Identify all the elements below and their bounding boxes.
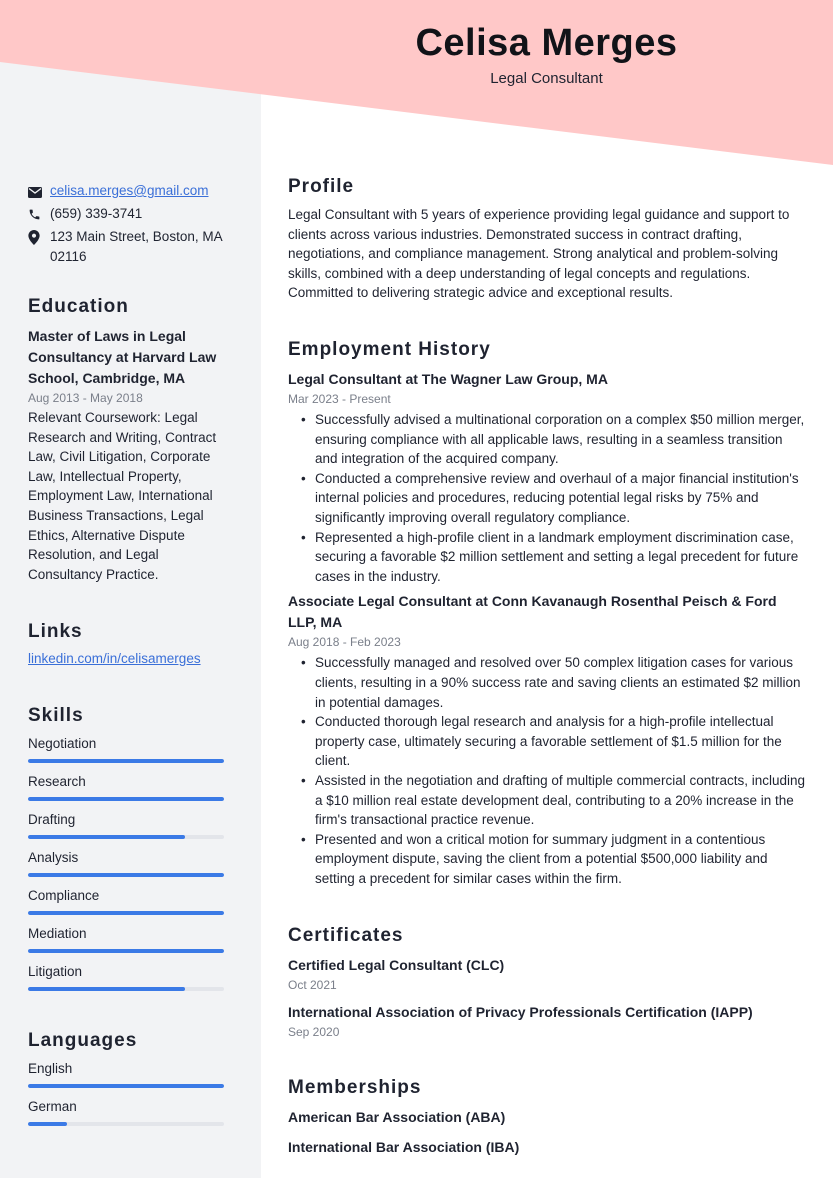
membership-item: American Bar Association (ABA) bbox=[288, 1109, 506, 1125]
contact-email-row bbox=[28, 181, 238, 204]
skills-item bbox=[28, 809, 228, 847]
job-bullet: • Assisted in the negotiation and drafting of multiple commercial contracts, including a $10 million real estate development deal, contributing to a 20% increase in the firm's transactional practice revenue. bbox=[288, 771, 808, 830]
certificate-entry bbox=[288, 1002, 808, 1040]
languages-heading: Languages bbox=[28, 1030, 138, 1051]
certificates-list bbox=[288, 955, 808, 1040]
skills-label: Research bbox=[28, 774, 86, 789]
skills-label: Negotiation bbox=[28, 736, 97, 751]
job-date: Aug 2018 - Feb 2023 bbox=[288, 635, 401, 650]
job-bullet: • Conducted a comprehensive review and overhaul of a major financial institution's internal policies and procedures, reducing potential legal risks by 75% and significantly improving overall regulatory compliance. bbox=[288, 469, 808, 528]
skills-level-track bbox=[28, 835, 224, 839]
education-heading: Education bbox=[28, 296, 129, 317]
certificate-date: Oct 2021 bbox=[288, 978, 337, 992]
skills-level-track bbox=[28, 949, 224, 953]
skills-label: Analysis bbox=[28, 850, 79, 865]
education-date: Aug 2013 - May 2018 bbox=[28, 391, 143, 405]
job-bullet: • Successfully managed and resolved over 50 complex litigation cases for various clients, resulting in a 90% success rate and saving clients an estimated $2 million in potential damages. bbox=[288, 653, 808, 712]
employment-heading: Employment History bbox=[288, 339, 491, 360]
education-description: Relevant Coursework: Legal Research and Writing, Contract Law, Civil Litigation, Corporate Law, Intellectual Property, Employment Law, International Business Transactions, Legal Ethics, Alternative Dispute Resolution, and Legal Consultancy Practice. bbox=[28, 410, 217, 582]
languages-level-fill bbox=[28, 1122, 67, 1126]
certificate-name: International Association of Privacy Professionals Certification (IAPP) bbox=[288, 1004, 753, 1020]
skills-level-fill bbox=[28, 759, 224, 763]
certificates-section bbox=[288, 925, 808, 1040]
education-degree: Master of Laws in Legal Consultancy at Harvard Law School, Cambridge, MA bbox=[28, 328, 217, 386]
job-bullets bbox=[288, 653, 808, 888]
skills-level-fill bbox=[28, 835, 185, 839]
contact-address-row bbox=[28, 227, 238, 267]
skills-item bbox=[28, 885, 228, 923]
certificate-name: Certified Legal Consultant (CLC) bbox=[288, 957, 505, 973]
languages-list bbox=[28, 1058, 228, 1134]
certificates-heading: Certificates bbox=[288, 925, 404, 946]
skills-level-fill bbox=[28, 987, 185, 991]
profile-section bbox=[288, 176, 808, 303]
skills-item bbox=[28, 847, 228, 885]
job-bullet: • Represented a high-profile client in a landmark employment discrimination case, securing a favorable $2 million settlement and setting a legal precedent for future cases in the industry. bbox=[288, 528, 808, 587]
skills-level-fill bbox=[28, 873, 224, 877]
languages-label: English bbox=[28, 1061, 73, 1076]
job-title: Legal Consultant at The Wagner Law Group, MA bbox=[288, 371, 608, 387]
links-heading: Links bbox=[28, 621, 83, 642]
job-bullets bbox=[288, 410, 808, 586]
skills-item bbox=[28, 733, 228, 771]
education-section bbox=[28, 296, 228, 584]
skills-level-fill bbox=[28, 911, 224, 915]
employment-section bbox=[288, 339, 808, 888]
languages-level-track bbox=[28, 1084, 224, 1088]
jobs-list bbox=[288, 369, 808, 888]
candidate-name: Celisa Merges bbox=[415, 22, 678, 64]
skills-list bbox=[28, 733, 228, 999]
skills-item bbox=[28, 961, 228, 999]
skills-level-fill bbox=[28, 797, 224, 801]
skills-level-track bbox=[28, 987, 224, 991]
skills-level-fill bbox=[28, 949, 224, 953]
skills-item bbox=[28, 771, 228, 809]
skills-heading: Skills bbox=[28, 705, 84, 726]
skills-section bbox=[28, 705, 228, 999]
phone-text: (659) 339-3741 bbox=[50, 206, 143, 221]
address-text: 123 Main Street, Boston, MA 02116 bbox=[50, 229, 222, 264]
memberships-list bbox=[288, 1107, 808, 1158]
languages-level-fill bbox=[28, 1084, 224, 1088]
languages-item bbox=[28, 1096, 228, 1134]
email-link[interactable]: celisa.merges@gmail.com bbox=[50, 183, 209, 198]
skills-level-track bbox=[28, 797, 224, 801]
skills-level-track bbox=[28, 759, 224, 763]
skills-level-track bbox=[28, 911, 224, 915]
sidebar-background bbox=[0, 0, 261, 1178]
skills-label: Litigation bbox=[28, 964, 83, 979]
envelope-icon bbox=[28, 181, 50, 204]
links-section bbox=[28, 621, 228, 666]
job-entry bbox=[288, 591, 808, 888]
languages-level-track bbox=[28, 1122, 224, 1126]
profile-text: Legal Consultant with 5 years of experience providing legal guidance and support to clients across various industries. Demonstrated success in contract drafting, negotiations, and compliance management. Strong analytical and problem-solving skills, combined with a deep understanding of legal concepts and regulations. Committed to delivering strategic advice and exceptional results. bbox=[288, 207, 790, 301]
contact-phone-row bbox=[28, 204, 238, 227]
map-pin-icon bbox=[28, 227, 50, 251]
languages-section bbox=[28, 1030, 228, 1134]
job-title: Associate Legal Consultant at Conn Kavanaugh Rosenthal Peisch & Ford LLP, MA bbox=[288, 593, 777, 631]
job-bullet: • Presented and won a critical motion for summary judgment in a contentious employment dispute, saving the client from a potential $500,000 liability and setting a precedent for similar cases within the firm. bbox=[288, 830, 808, 889]
job-date: Mar 2023 - Present bbox=[288, 392, 391, 406]
job-entry bbox=[288, 369, 808, 586]
contact-block bbox=[28, 181, 238, 267]
skills-label: Mediation bbox=[28, 926, 87, 941]
skills-level-track bbox=[28, 873, 224, 877]
job-bullet: • Successfully advised a multinational corporation on a complex $50 million merger, ensuring compliance with all applicable laws, resulting in a seamless transition and integration of the acquired company. bbox=[288, 410, 808, 469]
membership-item: International Bar Association (IBA) bbox=[288, 1139, 520, 1155]
skills-item bbox=[28, 923, 228, 961]
memberships-heading: Memberships bbox=[288, 1077, 422, 1098]
memberships-section bbox=[288, 1077, 808, 1158]
languages-label: German bbox=[28, 1099, 77, 1114]
certificate-entry bbox=[288, 955, 808, 993]
certificate-date: Sep 2020 bbox=[288, 1025, 340, 1039]
profile-heading: Profile bbox=[288, 176, 355, 197]
skills-label: Drafting bbox=[28, 812, 76, 827]
candidate-title: Legal Consultant bbox=[490, 70, 603, 87]
job-bullet: • Conducted thorough legal research and analysis for a high-profile intellectual property case, ultimately securing a favorable settlement of $1.5 million for the client. bbox=[288, 712, 808, 771]
languages-item bbox=[28, 1058, 228, 1096]
phone-icon bbox=[28, 204, 50, 227]
skills-label: Compliance bbox=[28, 888, 100, 903]
linkedin-link[interactable]: linkedin.com/in/celisamerges bbox=[28, 651, 201, 666]
